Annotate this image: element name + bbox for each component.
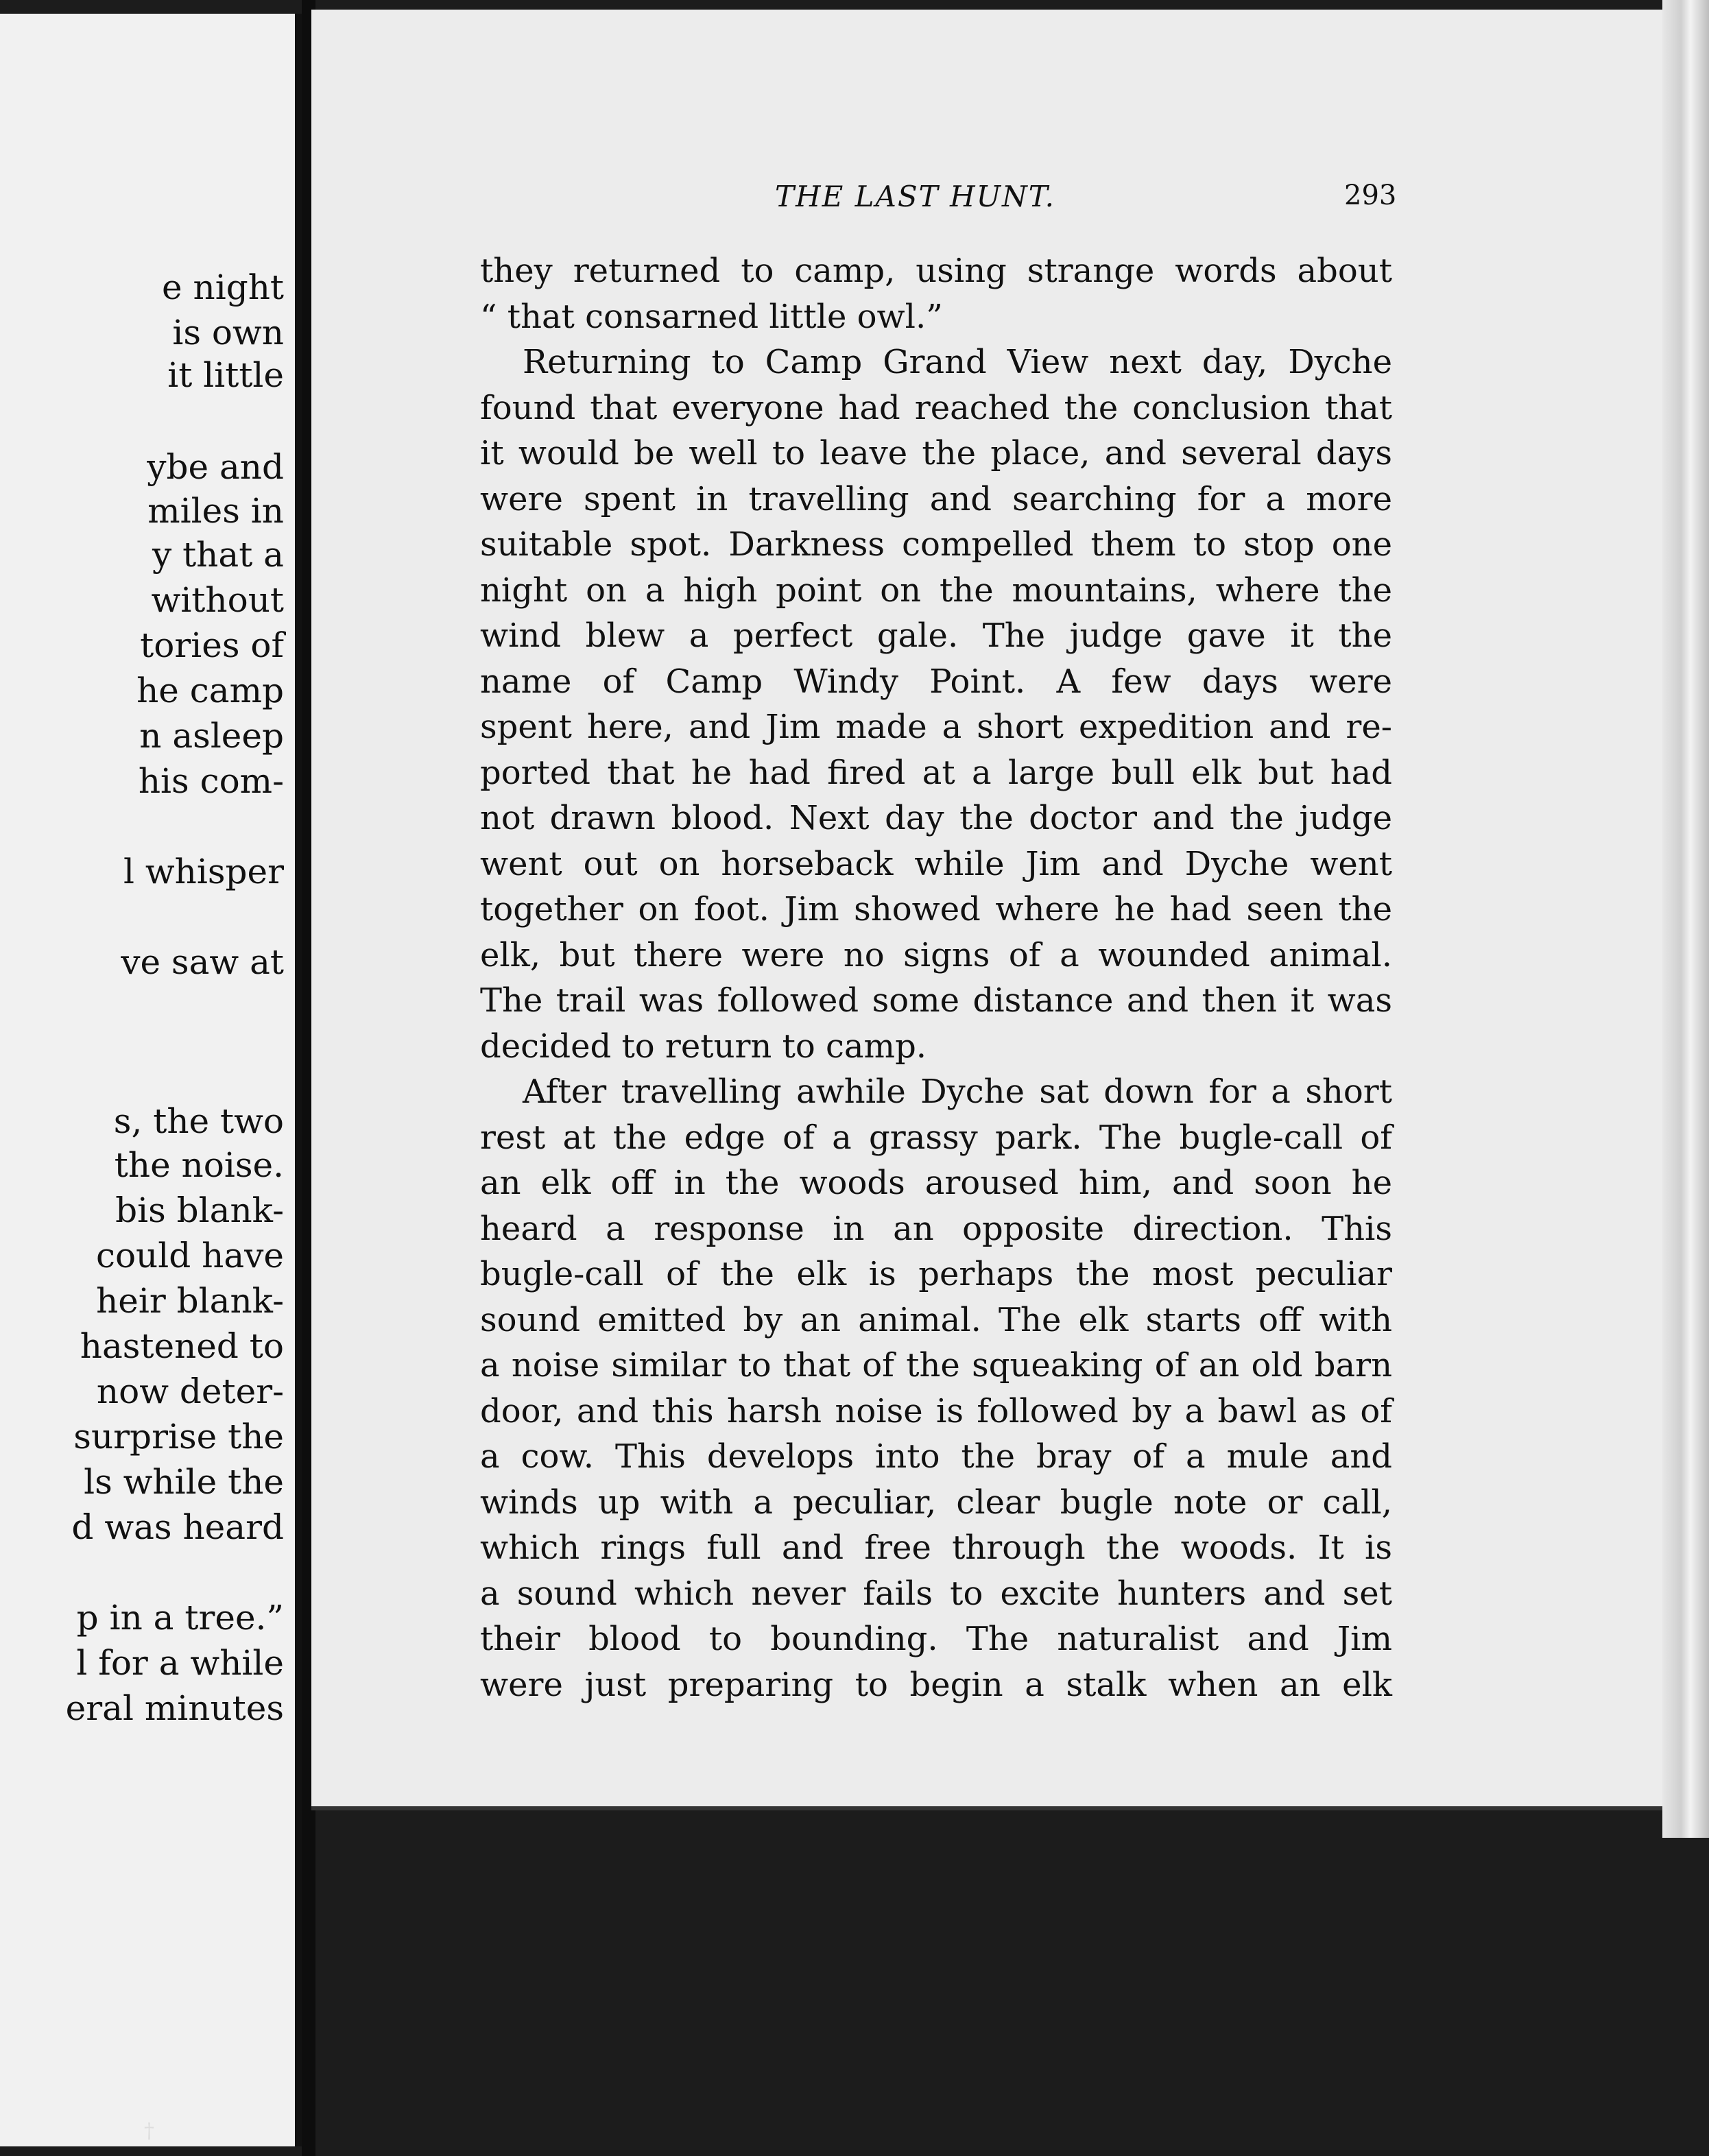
- page-number: 293: [1344, 180, 1397, 211]
- facing-page-line: s, the two: [113, 1101, 284, 1141]
- facing-page-line: ve saw at: [121, 942, 284, 982]
- text-line: heard a response in an opposite direction. This: [480, 1209, 1392, 1248]
- facing-page-line: p in a tree.”: [76, 1598, 284, 1638]
- text-line: winds up with a peculiar, clear bugle note or call,: [480, 1483, 1392, 1522]
- text-line: a cow. This develops into the bray of a mule and: [480, 1437, 1392, 1476]
- facing-page-line: d was heard: [71, 1507, 284, 1547]
- facing-page-line: he camp: [136, 671, 284, 710]
- body-text: [480, 248, 1392, 1708]
- text-line: they returned to camp, using strange words about: [480, 252, 1392, 290]
- text-line: After travelling awhile Dyche sat down for a short: [523, 1073, 1392, 1111]
- text-line: were spent in travelling and searching for a more: [480, 479, 1392, 518]
- facing-page-line: ybe and: [147, 447, 284, 487]
- facing-page-line: his com-: [138, 761, 284, 801]
- text-line: spent here, and Jim made a short expedition and re-: [480, 708, 1392, 746]
- facing-page-line: n asleep: [139, 716, 284, 756]
- text-line: wind blew a perfect gale. The judge gave it the: [480, 616, 1392, 655]
- facing-page-line: without: [151, 580, 284, 620]
- facing-page-line: e night: [162, 267, 284, 307]
- text-line: their blood to bounding. The naturalist and Jim: [480, 1620, 1392, 1658]
- text-line: which rings full and free through the woods. It is: [480, 1529, 1392, 1567]
- text-line: elk, but there were no signs of a wounded animal.: [480, 935, 1392, 974]
- text-line: a sound which never fails to excite hunters and set: [480, 1574, 1392, 1613]
- text-line: sound emitted by an animal. The elk starts off with: [480, 1300, 1392, 1339]
- text-line: door, and this harsh noise is followed by a bawl as of: [480, 1391, 1392, 1430]
- text-line: name of Camp Windy Point. A few days were: [480, 662, 1392, 701]
- running-head: THE LAST HUNT.: [775, 180, 1055, 213]
- facing-page-line: the noise.: [114, 1145, 284, 1185]
- facing-page-line: y that a: [152, 535, 284, 575]
- text-line: Returning to Camp Grand View next day, Dyche: [523, 343, 1392, 381]
- facing-page-line: could have: [95, 1236, 284, 1275]
- facing-page-line: heir blank-: [96, 1281, 284, 1321]
- facing-page-line: l whisper: [123, 852, 284, 891]
- facing-page-line: eral minutes: [65, 1688, 284, 1728]
- text-line: bugle-call of the elk is perhaps the most peculiar: [480, 1255, 1392, 1293]
- text-line: an elk off in the woods aroused him, and soon he: [480, 1164, 1392, 1202]
- text-line: found that everyone had reached the conclusion that: [480, 388, 1392, 427]
- text-line: “ that consarned little owl.”: [480, 297, 943, 336]
- facing-page-line: is own: [172, 313, 284, 352]
- text-line: were just preparing to begin a stalk when an elk: [480, 1665, 1392, 1704]
- text-line: not drawn blood. Next day the doctor and the judge: [480, 799, 1392, 837]
- text-line: suitable spot. Darkness compelled them to stop one: [480, 525, 1392, 564]
- facing-page-line: it little: [167, 355, 284, 395]
- text-line: rest at the edge of a grassy park. The bugle-call of: [480, 1118, 1392, 1157]
- facing-page-line: miles in: [147, 491, 284, 531]
- text-line: it would be well to leave the place, and several days: [480, 434, 1392, 472]
- text-line: decided to return to camp.: [480, 1027, 927, 1066]
- scan-mark: †: [144, 2119, 154, 2143]
- text-line: night on a high point on the mountains, where the: [480, 571, 1392, 610]
- text-line: together on foot. Jim showed where he had seen the: [480, 890, 1392, 929]
- facing-page-line: now deter-: [96, 1372, 284, 1411]
- facing-page-line: bis blank-: [115, 1190, 284, 1230]
- page-edge: [1662, 0, 1709, 1838]
- text-line: a noise similar to that of the squeaking of an old barn: [480, 1346, 1392, 1385]
- facing-page-left: [0, 14, 302, 2146]
- facing-page-line: surprise the: [73, 1417, 284, 1457]
- text-line: went out on horseback while Jim and Dyche went: [480, 844, 1392, 883]
- facing-page-line: tories of: [140, 625, 284, 665]
- text-line: The trail was followed some distance and then it was: [480, 981, 1392, 1020]
- facing-page-line: l for a while: [76, 1643, 284, 1683]
- facing-page-line: ls while the: [84, 1462, 284, 1502]
- facing-page-line: hastened to: [80, 1326, 284, 1366]
- text-line: ported that he had fired at a large bull elk but had: [480, 753, 1392, 792]
